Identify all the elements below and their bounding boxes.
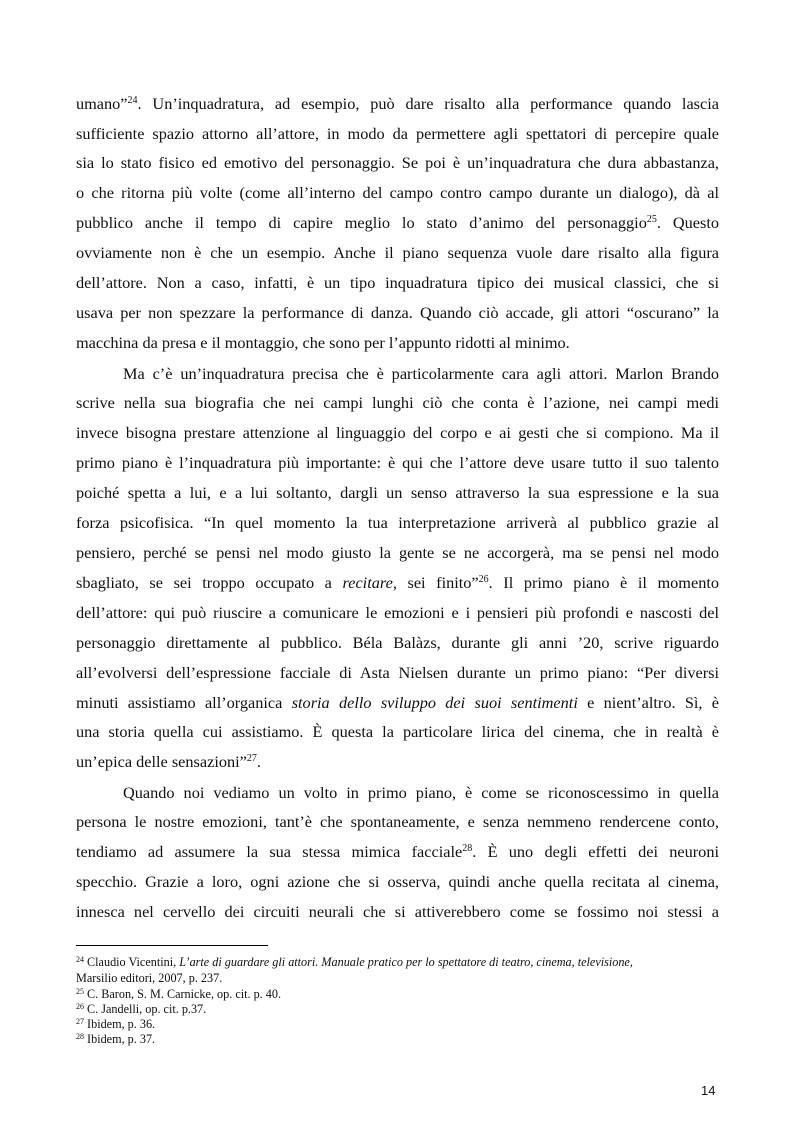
text-segment: ovviamente non è che un esempio. Anche il piano sequenza vuole dare risalto alla figura (76, 243, 719, 262)
footnote-ref: 26 (478, 574, 489, 585)
text-segment: . Il primo piano è il momento (488, 573, 719, 592)
body-line (76, 333, 719, 353)
text-segment: sufficiente spazio attorno all’attore, in modo da permettere agli spettatori di percepire quale (76, 124, 719, 143)
text-segment: C. Baron, S. M. Carnicke, op. cit. p. 40. (84, 987, 282, 1001)
text-segment: persona le nostre emozioni, tant’è che spontaneamente, e senza nemmeno rendercene conto, (76, 812, 719, 831)
footnote-ref: 28 (76, 1032, 84, 1041)
text-segment: C. Jandelli, op. cit. p.37. (84, 1002, 207, 1016)
page-number: 14 (701, 1083, 716, 1098)
text-segment: dell’attore: qui può riuscire a comunicare le emozioni e i pensieri più profondi e nascosti del (76, 603, 719, 622)
text-segment: o che ritorna più volte (come all’interno del campo contro campo durante un dialogo), dà al (76, 183, 719, 202)
footnote-line (76, 971, 736, 985)
footnote-ref: 27 (246, 753, 257, 764)
body-line (76, 872, 719, 892)
body-line (76, 633, 719, 653)
text-segment: sia lo stato fisico ed emotivo del personaggio. Se poi è un’inquadratura che dura abbastanza, (76, 153, 719, 172)
text-segment: primo piano è l’inquadratura più importante: è qui che l’attore deve usare tutto il suo talento (76, 453, 719, 472)
footnote-ref: 26 (76, 1002, 84, 1011)
text-segment: scrive nella sua biografia che nei campi lunghi ciò che conta è l’azione, nei campi medi (76, 393, 719, 412)
body-line (76, 543, 719, 563)
text-segment: una storia quella cui assistiamo. È questa la particolare lirica del cinema, che in realtà è (76, 722, 719, 741)
italic-text: L’arte di guardare gli attori. Manuale pratico per lo spettatore di teatro, cinema, televisione, (179, 955, 633, 969)
text-segment: innesca nel cervello dei circuiti neurali che si attiverebbero come se fossimo noi stessi a (76, 902, 719, 921)
italic-text: storia dello sviluppo dei suoi sentimenti (291, 693, 578, 712)
text-segment: Ibidem, p. 36. (84, 1017, 156, 1031)
body-line (76, 722, 719, 742)
footnote-separator (76, 945, 268, 946)
footnote-line (76, 1017, 736, 1031)
body-line (76, 453, 719, 473)
text-segment: Ibidem, p. 37. (84, 1032, 156, 1046)
text-segment: all’evolversi dell’espressione facciale di Asta Nielsen durante un primo piano: “Per diversi (76, 663, 719, 682)
body-line (76, 573, 719, 593)
body-line (123, 783, 719, 803)
text-segment: macchina da presa e il montaggio, che sono per l’appunto ridotti al minimo. (76, 333, 570, 352)
italic-text: recitare, (342, 573, 397, 592)
body-line (76, 752, 719, 772)
body-line (76, 183, 719, 203)
body-line (76, 243, 719, 263)
footnote-ref: 25 (646, 214, 657, 225)
footnote-line (76, 955, 736, 969)
body-line (76, 393, 719, 413)
body-line (76, 124, 719, 144)
text-segment: Claudio Vicentini, (84, 955, 180, 969)
footnote-ref: 24 (76, 955, 84, 964)
text-segment: forza psicofisica. “In quel momento la tua interpretazione arriverà al pubblico grazie al (76, 513, 719, 532)
text-segment: tendiamo ad assumere la sua stessa mimica facciale (76, 842, 463, 861)
text-segment: Quando noi vediamo un volto in primo piano, è come se riconoscessimo in quella (123, 783, 719, 802)
footnote-ref: 24 (127, 95, 138, 106)
body-line (76, 812, 719, 832)
text-segment: sbagliato, se sei troppo occupato a (76, 573, 343, 592)
text-segment: usava per non spezzare la performance di danza. Quando ciò accade, gli attori “oscurano” la (76, 303, 719, 322)
text-segment: pensiero, perché se pensi nel modo giusto la gente se ne accorgerà, ma se pensi nel modo (76, 543, 719, 562)
footnote-ref: 25 (76, 987, 84, 996)
body-line (76, 483, 719, 503)
body-line (76, 213, 719, 233)
text-segment: dell’attore. Non a caso, infatti, è un tipo inquadratura tipico dei musical classici, che si (76, 273, 719, 292)
body-line (123, 364, 719, 384)
text-segment: . (256, 752, 261, 771)
body-line (76, 513, 719, 533)
text-segment: poiché spetta a lui, e a lui soltanto, dargli un senso attraverso la sua espressione e la sua (76, 483, 719, 502)
text-segment: . Un’inquadratura, ad esempio, può dare risalto alla performance quando lascia (137, 94, 719, 113)
text-segment: un’epica delle sensazioni” (76, 752, 247, 771)
body-line (76, 303, 719, 323)
text-segment: personaggio direttamente al pubblico. Béla Balàzs, durante gli anni ’20, scrive riguardo (76, 633, 719, 652)
footnote-line (76, 1002, 736, 1016)
text-segment: . Questo (656, 213, 719, 232)
body-line (76, 842, 719, 862)
body-line (76, 153, 719, 173)
text-segment: umano” (76, 94, 128, 113)
body-line (76, 603, 719, 623)
footnote-line (76, 1032, 736, 1046)
footnote-line (76, 987, 736, 1001)
text-segment: . È uno degli effetti dei neuroni (472, 842, 719, 861)
footnote-ref: 27 (76, 1017, 84, 1026)
footnote-ref: 28 (462, 843, 473, 854)
body-line (76, 902, 719, 922)
text-segment: invece bisogna prestare attenzione al linguaggio del corpo e ai gesti che si compiono. Ma il (76, 423, 719, 442)
text-segment: specchio. Grazie a loro, ogni azione che si osserva, quindi anche quella recitata al cinema, (76, 872, 719, 891)
text-segment: sei finito” (396, 573, 479, 592)
text-segment: e nient’altro. Sì, è (577, 693, 720, 712)
text-segment: Marsilio editori, 2007, p. 237. (76, 971, 223, 985)
text-segment: Ma c’è un’inquadratura precisa che è particolarmente cara agli attori. Marlon Brando (123, 364, 719, 383)
body-line (76, 663, 719, 683)
body-line (76, 94, 719, 114)
body-line (76, 693, 719, 713)
text-segment: minuti assistiamo all’organica (76, 693, 292, 712)
body-line (76, 273, 719, 293)
text-segment: pubblico anche il tempo di capire meglio lo stato d’animo del personaggio (76, 213, 647, 232)
body-line (76, 423, 719, 443)
